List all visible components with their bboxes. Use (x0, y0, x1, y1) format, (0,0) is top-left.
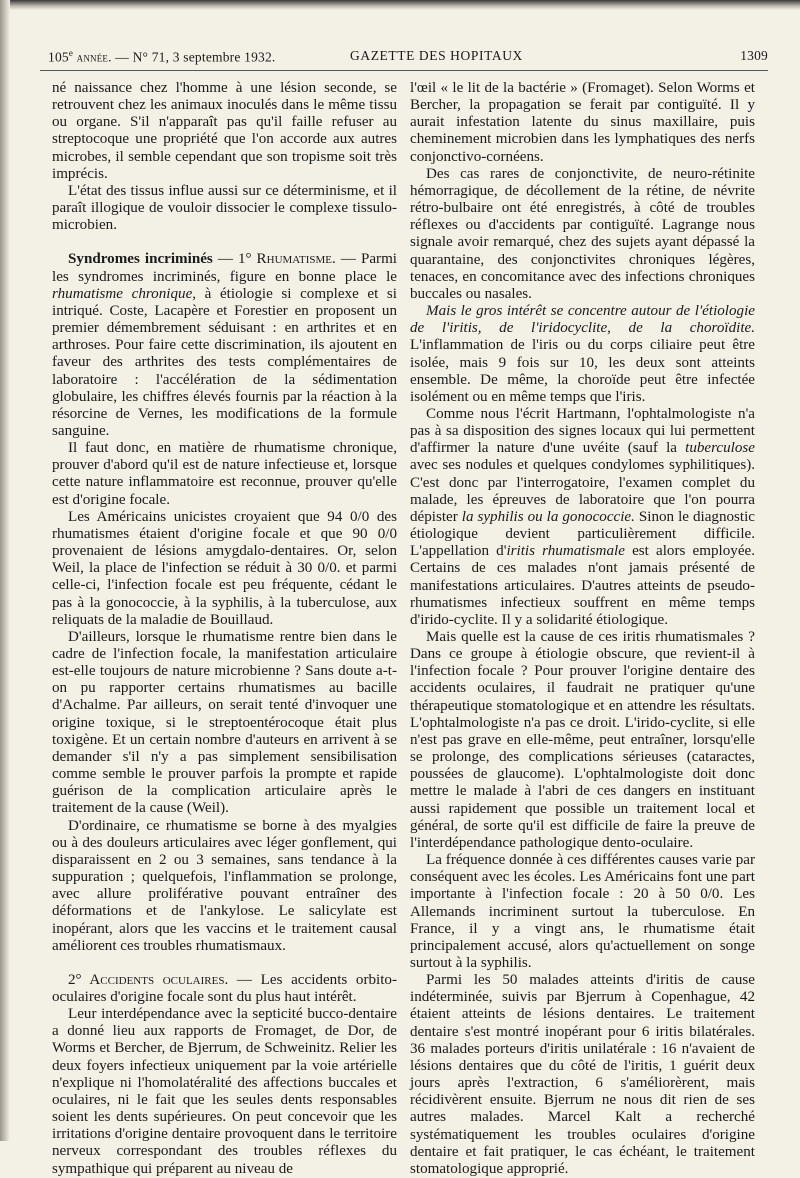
issue-info: 105e année. — N° 71, 3 septembre 1932. (48, 48, 276, 65)
left-column (52, 80, 397, 1178)
paragraph: L'état des tissus influe aussi sur ce déterminisme, et il paraît illogique de vouloir dissocier le complexe tissulo-microbien. (52, 182, 397, 234)
page-top-shadow (0, 0, 800, 10)
paragraph: l'œil « le lit de la bactérie » (Fromaget). Selon Worms et Bercher, la propagation se ferait par contiguïté. Il y aurait infestation latente du sinus maxillaire, puis cheminement microbien dans les lymphatiques des nerfs conjonctivo-cornéens. (410, 80, 755, 165)
paragraph: 2° Accidents oculaires. — Les accidents orbito-oculaires d'origine focale sont du plus haut intérêt. (52, 971, 397, 1005)
paragraph: Des cas rares de conjonctivite, de neuro-rétinite hémorragique, de décollement de la rétine, de névrite rétro-bulbaire ont été enregistrés, à côté de troubles réflexes ou d'accidents par contiguïté. Lagrange nous signale avoir remarqué, chez des sujets ayant dépassé la quarantaine, des conjonctivites chroniques légères, tenaces, en concomitance avec des infections chroniques buccales ou nasales. (410, 165, 755, 302)
subsection-heading: 2° Accidents oculaires. (68, 971, 229, 988)
right-column (410, 80, 755, 1178)
paragraph: Il faut donc, en matière de rhumatisme chronique, prouver d'abord qu'il est de nature infectieuse et, lorsque cette nature inflammatoire est reconnue, prouver qu'elle est d'origine focale. (52, 440, 397, 508)
paragraph: Mais le gros intérêt se concentre autour de l'étiologie de l'iritis, de l'iridocyclite, de la choroïdite. L'inflammation de l'iris ou du corps ciliaire peut être isolée, mais 9 fois sur 10, les deux sont atteints ensemble. De même, la choroïde peut être infectée isolément ou en même temps que l'iris. (410, 303, 755, 405)
paragraph: La fréquence donnée à ces différentes causes varie par conséquent avec les écoles. Les Américains font une part importante à l'infection focale : 20 à 50 0/0. Les Allemands incriminent surtout la tuberculose. En France, il y a vingt ans, le rhumatisme était principalement accusé, alors qu'actuellement on songe surtout à la syphilis. (410, 852, 755, 971)
paragraph: Les Américains unicistes croyaient que 94 0/0 des rhumatismes étaient d'origine focale et que 90 0/0 provenaient de lésions amygdalo-dentaires. Or, selon Weil, la place de l'infection se réduit à 30 0/0. et parmi celle-ci, l'infection focale est peu fréquente, cédant le pas à la gonococcie, à la syphilis, à la tuberculose, aux reliquats de la maladie de Bouillaud. (52, 508, 397, 628)
paragraph: D'ailleurs, lorsque le rhumatisme rentre bien dans le cadre de l'infection focale, la manifestation articulaire est-elle toujours de nature microbienne ? Sans doute a-t-on pu rapporter certains rhumatismes au bacille d'Achalme. Par ailleurs, on serait tenté d'invoquer une origine toxique, si le streptoentérocoque était plus toxigène. Et un certain nombre d'auteurs en arrivent à se demander s'il n'y a pas simplement sensibilisation comme semble le prouver parfois la prompte et rapide guérison de la complication articulaire après le traitement de la cause (Weil). (52, 628, 397, 817)
paragraph: D'ordinaire, ce rhumatisme se borne à des myalgies ou à des douleurs articulaires avec léger gonflement, qui disparaissent en 2 ou 3 semaines, sans tendance à la suppuration ; quelquefois, l'inflammation se prolonge, avec allure proliférative pouvant entraîner des déformations et de l'ankylose. Le salicylate est inopérant, alors que les vaccins et le traitement causal améliorent ces troubles rhumatismaux. (52, 817, 397, 954)
paragraph: Mais quelle est la cause de ces iritis rhumatismales ? Dans ce groupe à étiologie obscure, que revient-il à l'infection focale ? Pour prouver l'origine dentaire des accidents oculaires, il faudrait ne pratiquer qu'une thérapeutique stomatologique et en attendre les résultats. L'ophtalmologiste n'a pas ce droit. L'irido-cyclite, si elle n'est pas grave en elle-même, peut entraîner, lorsqu'elle se prolonge, des complications sérieuses (cataractes, poussées de glaucome). L'ophtalmologiste doit donc mettre le malade à l'abri de ces dangers en instituant aussi rapidement que possible un traitement local et général, de sorte qu'il est difficile de faire la preuve de l'interdépendance pathologique dento-oculaire. (410, 629, 755, 851)
running-header (40, 44, 768, 68)
paragraph: Parmi les 50 malades atteints d'iritis de cause indéterminée, suivis par Bjerrum à Copenhague, 42 étaient atteints de lésions dentaires. Le traitement dentaire s'est montré inopérant pour 6 iritis bilatérales. 36 malades porteurs d'iritis unilatérale : 16 n'avaient de lésions dentaires que du côté de l'iritis, 1 guérit deux jours après l'extraction, 6 s'améliorèrent, mais récidivèrent ensuite. Bjerrum ne nous dit rien de ses autres malades. Marcel Kalt a recherché systématiquement les troubles oculaires d'origine dentaire et fait pratiquer, le cas échéant, le traitement stomatologique approprié. (410, 972, 755, 1177)
paragraph: Leur interdépendance avec la septicité bucco-dentaire a donné lieu aux rapports de Fromaget, de Dor, de Worms et Bercher, de Bjerrum, de Schweinitz. Relier les deux foyers infectieux uniquement par la voie artérielle n'explique ni l'homolatéralité des affections buccales et oculaires, ni le fait que les seules dents responsables soient les dents supérieures. On peut concevoir que les irritations d'origine dentaire provoquent dans le territoire nerveux correspondant des troubles réflexes du sympathique qui préparent au niveau de (52, 1006, 397, 1177)
journal-title: GAZETTE DES HOPITAUX (350, 48, 523, 63)
paragraph: Syndromes incriminés — 1° Rhumatisme. — Parmi les syndromes incriminés, figure en bonne place le rhumatisme chronique, à étiologie si complexe et si intriqué. Coste, Lacapère et Forestier en proposent un premier démembrement séduisant : en arthrites et en arthroses. Pour faire cette discrimination, ils ajoutent en faveur des arthrites des tests complémentaires de laboratoire : l'accélération de la sédimentation globulaire, les chiffres élevés fournis par la réaction à la résorcine de Vernes, les modifications de la formule sanguine. (52, 251, 397, 439)
paragraph: né naissance chez l'homme à une lésion seconde, se retrouvent chez les animaux inoculés dans le même tissu ou organe. S'il n'apparaît pas qu'il faille refuser au streptocoque une propriété que l'on accorde aux autres microbes, il semble cependant que son tropisme soit très imprécis. (52, 80, 397, 182)
page-left-shadow (0, 0, 10, 1141)
paragraph: Comme nous l'écrit Hartmann, l'ophtalmologiste n'a pas à sa disposition des signes locaux qui lui permettent d'affirmer la nature d'une uvéite (sauf la tuberculose avec ses nodules et quelques condylomes syphilitiques). C'est donc par l'interrogatoire, l'examen complet du malade, les épreuves de laboratoire que l'on pourra dépister la syphilis ou la gonococcie. Sinon le diagnostic étiologique devient particulièrement difficile. L'appellation d'iritis rhumatismale est alors employée. Certains de ces malades n'ont jamais présenté de manifestations articulaires. D'autres atteints de pseudo-rhumatismes infectieux souffrent en même temps d'irido-cyclite. Il y a solidarité étiologique. (410, 405, 755, 628)
subsection-heading: — 1° Rhumatisme. (212, 251, 336, 268)
header-rule (40, 70, 768, 71)
page-number: 1309 (740, 48, 768, 63)
section-heading: Syndromes incriminés (68, 251, 213, 268)
